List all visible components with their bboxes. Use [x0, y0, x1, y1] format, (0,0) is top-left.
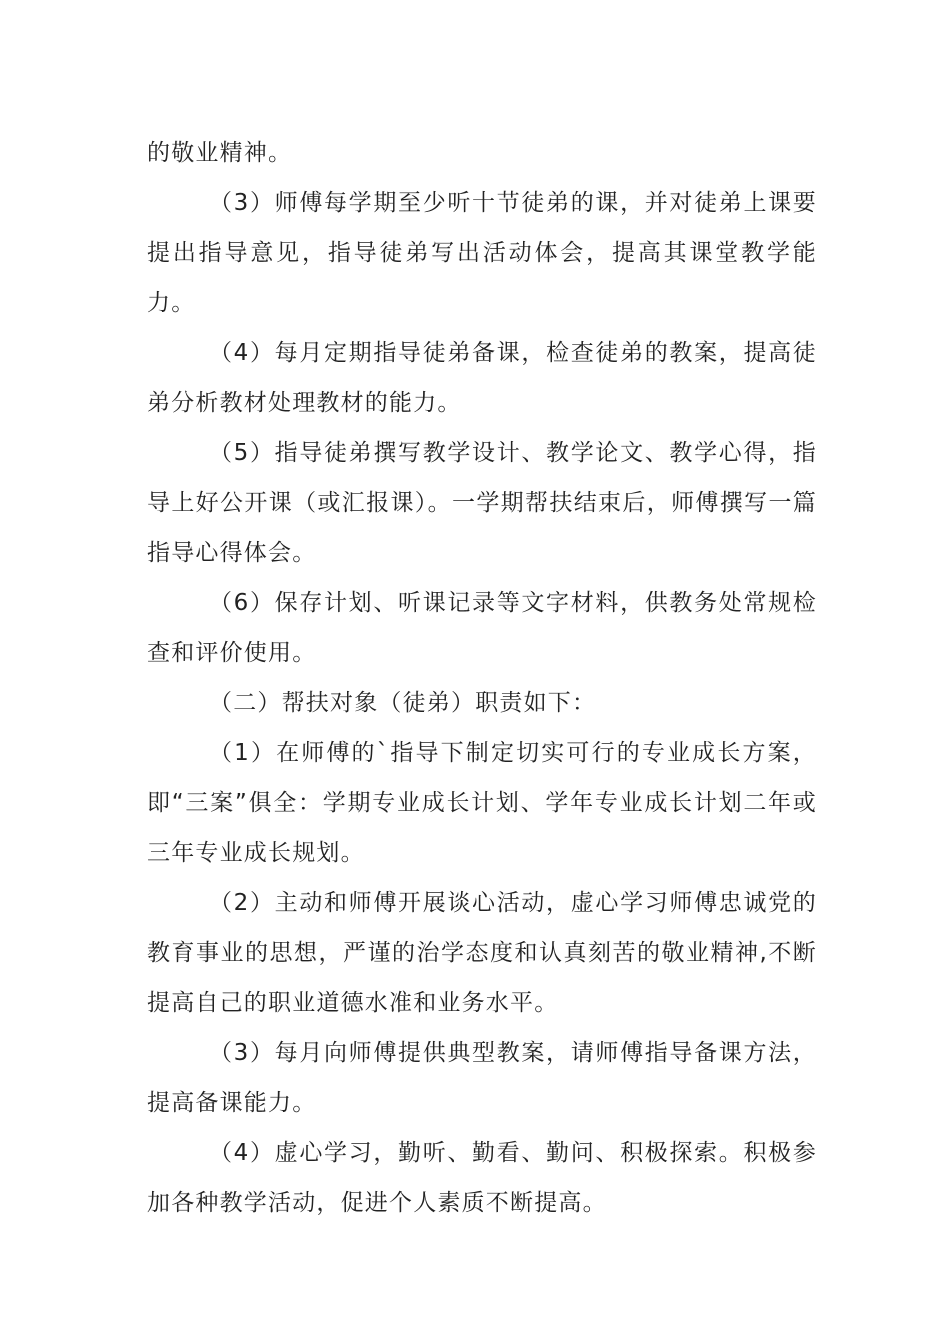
paragraph-mentor-duty-4: （4）每月定期指导徒弟备课，检查徒弟的教案，提高徒弟分析教材处理教材的能力。: [147, 340, 817, 416]
paragraph-mentor-duty-3: （3）师傅每学期至少听十节徒弟的课，并对徒弟上课要提出指导意见，指导徒弟写出活动体会，提高其课堂教学能力。: [147, 190, 817, 316]
paragraph-mentor-duty-6: （6）保存计划、听课记录等文字材料，供教务处常规检查和评价使用。: [147, 590, 817, 666]
paragraph-apprentice-duty-3: （3）每月向师傅提供典型教案，请师傅指导备课方法，提高备课能力。: [147, 1040, 817, 1116]
section-heading-apprentice-duties: （二）帮扶对象（徒弟）职责如下：: [209, 690, 597, 716]
paragraph-mentor-duty-5: （5）指导徒弟撰写教学设计、教学论文、教学心得，指导上好公开课（或汇报课）。一学期帮扶结束后，师傅撰写一篇指导心得体会。: [147, 440, 817, 566]
paragraph-apprentice-duty-2: （2）主动和师傅开展谈心活动，虚心学习师傅忠诚党的教育事业的思想，严谨的治学态度和认真刻苦的敬业精神,不断提高自己的职业道德水准和业务水平。: [147, 890, 817, 1016]
paragraph-continuation: 的敬业精神。: [147, 140, 293, 166]
document-body: [147, 128, 817, 1228]
paragraph-apprentice-duty-1: （1）在师傅的`指导下制定切实可行的专业成长方案，即“三案”俱全：学期专业成长计划、学年专业成长计划二年或三年专业成长规划。: [147, 740, 817, 866]
paragraph-apprentice-duty-4: （4）虚心学习，勤听、勤看、勤问、积极探索。积极参加各种教学活动，促进个人素质不断提高。: [147, 1140, 817, 1216]
